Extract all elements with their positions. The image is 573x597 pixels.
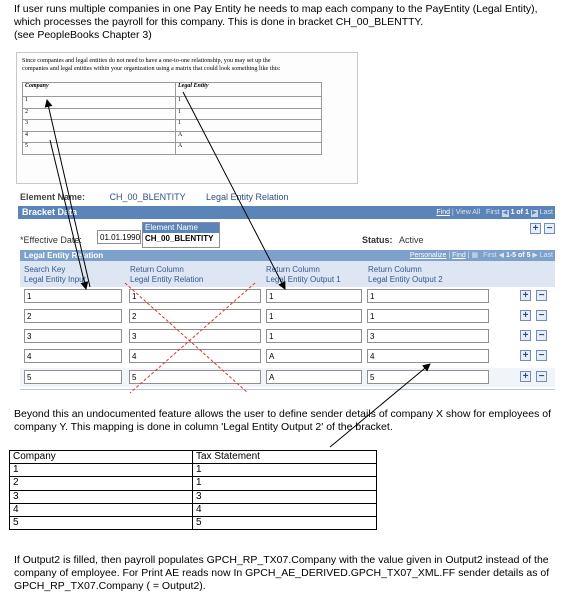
legal-entity-output-1-field[interactable]: 1	[266, 329, 362, 343]
beyond-paragraph	[14, 408, 551, 434]
effective-date-input[interactable]: 01.01.1990	[97, 230, 141, 244]
table-cell: 3	[23, 120, 176, 132]
element-name-value: CH_00_BLENTITY	[109, 192, 186, 202]
delete-row-button[interactable]: −	[536, 330, 547, 341]
column-header-tax-statement: Tax Statement	[193, 451, 377, 464]
bracket-nav: Find | View All First ◀ 1 of 1 ▶ Last	[436, 209, 553, 216]
column-header-line: Search Key	[24, 265, 66, 274]
table-cell: 1	[10, 464, 193, 477]
legal-entity-input-field[interactable]: 4	[24, 349, 122, 363]
column-header-line: Return Column	[130, 265, 184, 274]
arrow-company-up	[47, 100, 90, 287]
status-value: Active	[399, 235, 424, 245]
table-cell: 5	[10, 516, 193, 529]
bracket-data-title: Bracket Data	[22, 207, 78, 217]
table-cell: 1	[193, 477, 377, 490]
column-header-line: Legal Entity Output 1	[266, 275, 341, 284]
grid-first-link[interactable]: First	[483, 252, 497, 259]
last-link[interactable]: Last	[539, 209, 553, 216]
table-cell: 2	[10, 477, 193, 490]
legal-entity-input-field[interactable]: 5	[24, 370, 122, 384]
footer-paragraph	[14, 554, 549, 593]
arrow-legal-entity	[183, 92, 285, 289]
delete-row-button[interactable]: −	[536, 350, 547, 361]
legal-entity-output-2-field[interactable]: 5	[367, 370, 489, 384]
status-label: Status:	[362, 235, 393, 245]
legal-entity-output-1-field[interactable]: 1	[266, 289, 362, 303]
legal-entity-output-2-field[interactable]: 4	[367, 349, 489, 363]
chevron-left-icon[interactable]: ◀	[502, 210, 508, 216]
chevron-right-icon[interactable]: ▶	[532, 252, 538, 259]
table-cell: A	[176, 131, 322, 143]
table-cell: 1	[23, 97, 176, 109]
add-row-button[interactable]: +	[520, 330, 531, 341]
footer-line-2: company of employee. For Print AE reads now In GPCH_AE_DERIVED.GPCH_TX07_XML.FF sender details as of	[14, 567, 550, 579]
footer-line-1: If Output2 is filled, then payroll populates GPCH_RP_TX07.Company with the value given in Output2 instead of the	[14, 554, 549, 566]
cross-line-2	[130, 283, 255, 393]
first-link[interactable]: First	[486, 209, 500, 216]
element-type: Legal Entity Relation	[205, 192, 289, 202]
column-header-line: Legal Entity Output 2	[368, 275, 443, 284]
table-cell: 4	[193, 503, 377, 516]
table-cell: 5	[193, 516, 377, 529]
table-row	[10, 464, 377, 477]
column-header-company: Company	[23, 83, 176, 97]
tax-statement-table	[9, 450, 377, 530]
beyond-line-1: Beyond this an undocumented feature allows the user to define sender details of company X show for employees of	[14, 408, 551, 420]
table-row	[10, 490, 377, 503]
footer-line-3: GPCH_RP_TX07.Company ( = Output2).	[14, 580, 206, 592]
table-cell: 2	[23, 108, 176, 120]
table-cell: 3	[10, 490, 193, 503]
legal-entity-output-2-field[interactable]: 3	[367, 329, 489, 343]
table-cell: 3	[193, 490, 377, 503]
legal-entity-output-2-field[interactable]: 1	[367, 309, 489, 323]
table-row	[10, 516, 377, 529]
legal-entity-output-1-field[interactable]: A	[266, 349, 362, 363]
grid-row-count: 1-5 of 5	[505, 252, 531, 259]
column-header-company: Company	[10, 451, 193, 464]
peoplebooks-text-1: Since companies and legal entities do not need to have a one-to-one relationship, you may set up the	[22, 57, 271, 64]
table-cell: 4	[23, 131, 176, 143]
view-all-link[interactable]: View All	[455, 209, 481, 216]
row-count: 1 of 1	[510, 209, 529, 216]
table-header-row	[10, 451, 377, 464]
table-cell: 4	[10, 503, 193, 516]
delete-row-button[interactable]: −	[536, 371, 547, 382]
legal-entity-relation-field[interactable]: 3	[129, 329, 261, 343]
column-header-line: Return Column	[266, 265, 320, 274]
grid-last-link[interactable]: Last	[539, 252, 553, 259]
legal-entity-output-2-field[interactable]: 1	[367, 289, 489, 303]
legal-entity-output-1-field[interactable]: A	[266, 370, 362, 384]
effective-date-label: *Effective Date:	[20, 235, 82, 245]
add-row-button[interactable]: +	[520, 310, 531, 321]
table-cell: A	[176, 143, 322, 155]
personalize-link[interactable]: Personalize	[409, 252, 447, 259]
element-name-header: Element Name	[143, 223, 219, 233]
legal-entity-input-field[interactable]: 3	[24, 329, 122, 343]
grid-find-link[interactable]: Find	[452, 252, 466, 259]
legal-entity-relation-field[interactable]: 2	[129, 309, 261, 323]
add-row-button[interactable]: +	[520, 371, 531, 382]
table-cell: 1	[176, 108, 322, 120]
column-header-legal-entity: Legal Entity	[176, 83, 322, 97]
find-link[interactable]: Find	[436, 209, 450, 216]
legal-entity-relation-field[interactable]: 4	[129, 349, 261, 363]
column-header-line: Legal Entity Relation	[130, 275, 204, 284]
element-name-cell: CH_00_BLENTITY	[145, 234, 214, 243]
table-cell: 1	[193, 464, 377, 477]
intro-line-1: If user runs multiple companies in one Pay Entity he needs to map each company to the PayEntity (Legal Entity),	[14, 3, 538, 15]
arrow-company-down	[50, 140, 86, 289]
table-cell: 1	[176, 97, 322, 109]
column-header-line: Legal Entity Input	[24, 275, 86, 284]
arrow-output2	[330, 364, 430, 447]
peoplebooks-text-2: companies and legal entities within your organization using a matrix that could look something like this:	[22, 65, 281, 72]
delete-row-button[interactable]: −	[536, 310, 547, 321]
table-cell: 1	[176, 120, 322, 132]
delete-row-button[interactable]: −	[536, 290, 547, 301]
chevron-right-icon[interactable]: ▶	[532, 210, 537, 216]
intro-line-2: which processes the payroll for this company. This is done in bracket CH_00_BLENTTY.	[14, 16, 424, 28]
legal-entity-output-1-field[interactable]: 1	[266, 309, 362, 323]
column-header-line: Return Column	[368, 265, 422, 274]
table-row	[10, 477, 377, 490]
add-row-button[interactable]: +	[520, 350, 531, 361]
table-row	[10, 503, 377, 516]
grid-title: Legal Entity Relation	[24, 251, 104, 260]
legal-entity-input-field[interactable]: 1	[24, 289, 122, 303]
table-cell: 5	[23, 143, 176, 155]
legal-entity-relation-field[interactable]: 1	[129, 289, 261, 303]
download-icon[interactable]: ▦	[471, 252, 479, 259]
legal-entity-input-field[interactable]: 2	[24, 309, 122, 323]
intro-line-3: (see PeopleBooks Chapter 3)	[14, 29, 152, 41]
delete-bracket-button[interactable]: −	[544, 223, 555, 234]
grid-nav: Personalize | Find | ▦ First ◀ 1-5 of 5 ▶ Last	[409, 252, 553, 259]
add-row-button[interactable]: +	[520, 290, 531, 301]
element-name-label: Element Name:	[20, 192, 86, 202]
beyond-line-2: company Y. This mapping is done in column 'Legal Entity Output 2' of the bracket.	[14, 421, 393, 433]
cross-line-1	[125, 283, 248, 393]
add-bracket-button[interactable]: +	[530, 223, 541, 234]
legal-entity-relation-field[interactable]: 5	[129, 370, 261, 384]
chevron-left-icon[interactable]: ◀	[498, 252, 504, 259]
